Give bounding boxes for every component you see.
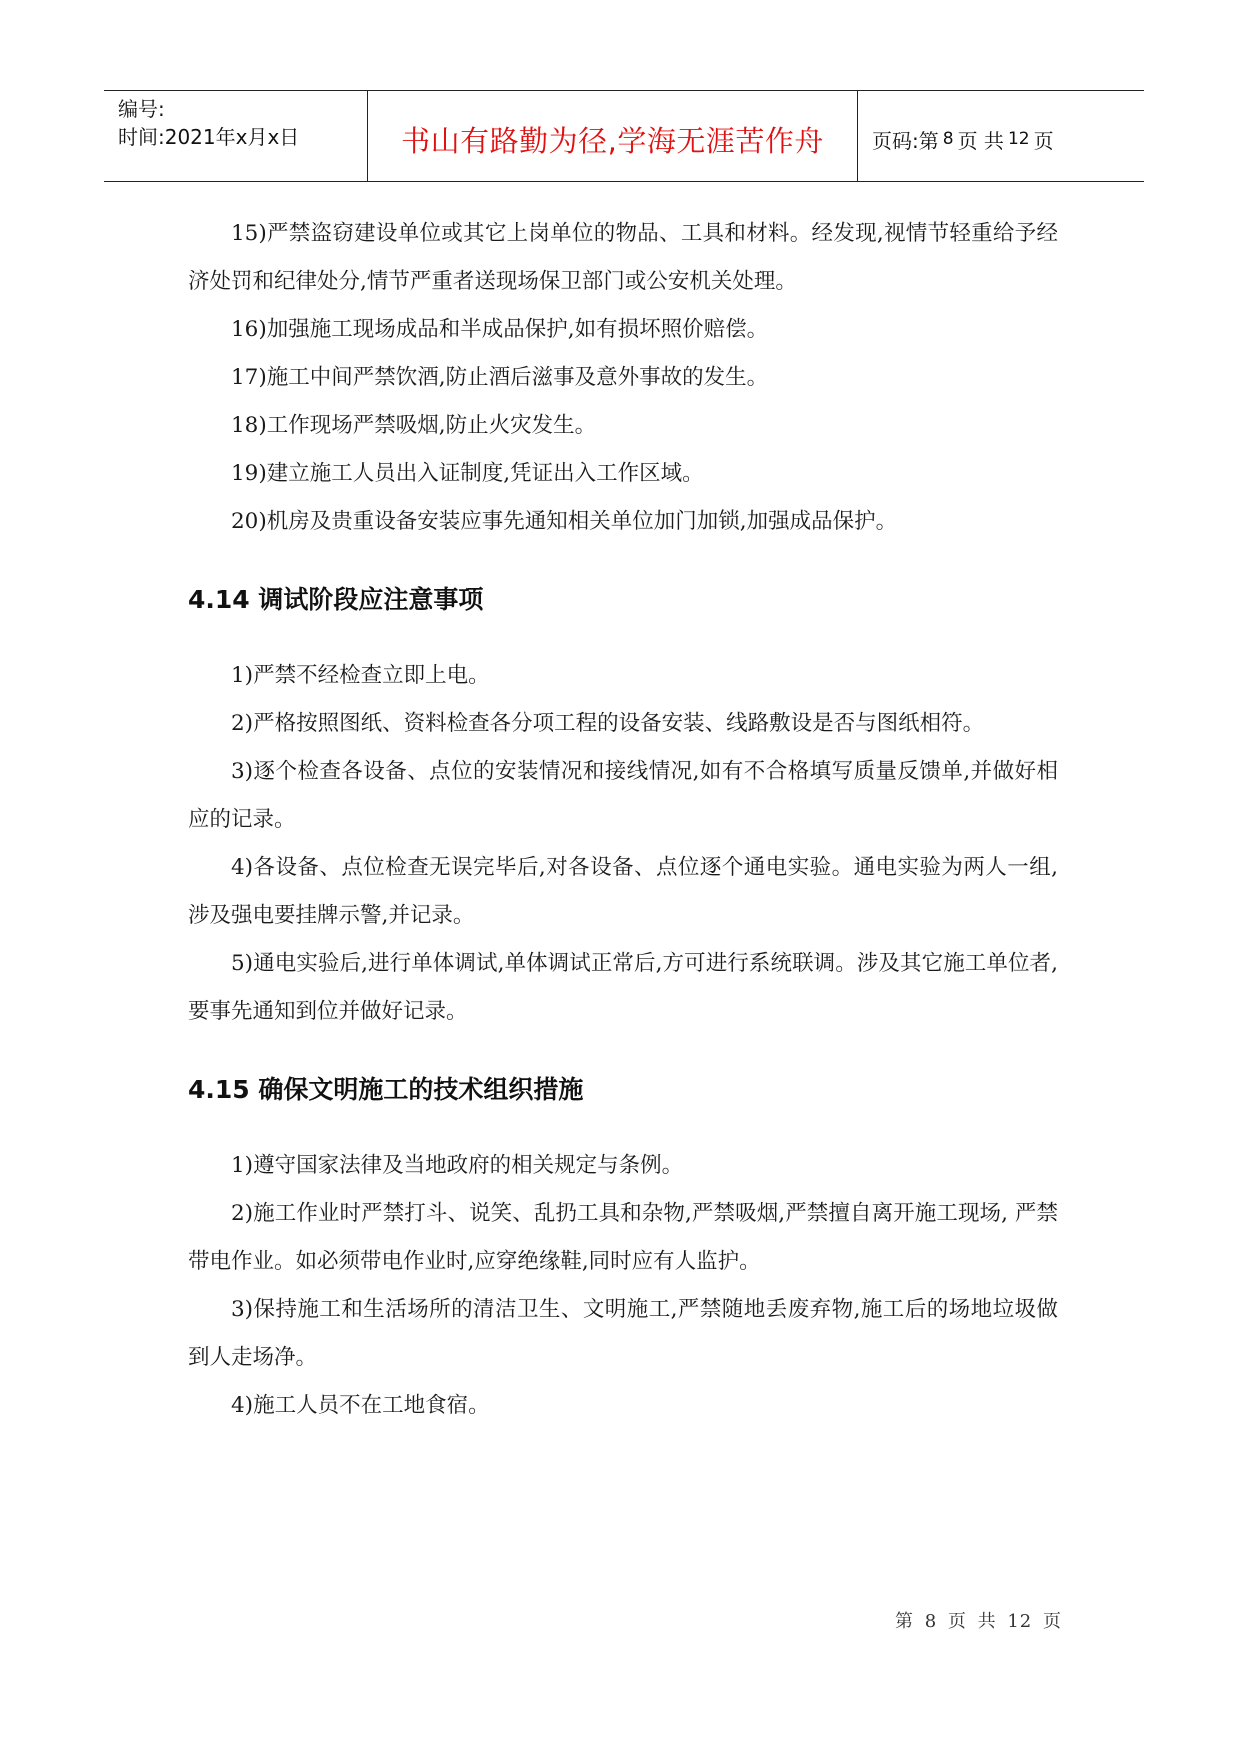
page-total: 12 [1007, 129, 1030, 149]
list-item: 4)施工人员不在工地食宿。 [231, 1393, 490, 1418]
section-heading-4-15: 4.15 确保文明施工的技术组织措施 [188, 1075, 584, 1104]
page-current: 8 [942, 129, 954, 149]
list-item: 4)各设备、点位检查无误完毕后,对各设备、点位逐个通电实验。通电实验为两人一组,涉及强电要挂牌示警,并记录。 [188, 855, 1058, 928]
section-heading-4-14: 4.14 调试阶段应注意事项 [188, 585, 484, 614]
page-prefix: 页码:第 [872, 128, 939, 153]
paragraph: 19)建立施工人员出入证制度,凭证出入工作区域。 [231, 461, 704, 486]
list-item: 1)严禁不经检查立即上电。 [231, 663, 490, 688]
document-body [188, 210, 1058, 1430]
paragraph: 17)施工中间严禁饮酒,防止酒后滋事及意外事故的发生。 [231, 365, 769, 390]
paragraph: 20)机房及贵重设备安装应事先通知相关单位加门加锁,加强成品保护。 [231, 509, 898, 534]
document-number-label: 编号: [118, 97, 165, 121]
list-item: 3)逐个检查各设备、点位的安装情况和接线情况,如有不合格填写质量反馈单,并做好相应的记录。 [188, 759, 1058, 832]
list-item: 2)严格按照图纸、资料检查各分项工程的设备安装、线路敷设是否与图纸相符。 [231, 711, 985, 736]
header-page-indicator [858, 91, 1144, 181]
list-item: 1)遵守国家法律及当地政府的相关规定与条例。 [231, 1153, 684, 1178]
paragraph: 16)加强施工现场成品和半成品保护,如有损坏照价赔偿。 [231, 317, 769, 342]
page-suffix: 页 [1033, 128, 1054, 153]
page-mid: 页 共 [957, 128, 1004, 153]
page-header [104, 90, 1144, 182]
list-item: 2)施工作业时严禁打斗、说笑、乱扔工具和杂物,严禁吸烟,严禁擅自离开施工现场, 严禁带电作业。如必须带电作业时,应穿绝缘鞋,同时应有人监护。 [188, 1201, 1058, 1274]
header-meta [104, 91, 368, 181]
header-motto: 书山有路勤为径,学海无涯苦作舟 [368, 91, 858, 181]
paragraph: 18)工作现场严禁吸烟,防止火灾发生。 [231, 413, 597, 438]
list-item: 5)通电实验后,进行单体调试,单体调试正常后,方可进行系统联调。涉及其它施工单位者,要事先通知到位并做好记录。 [188, 951, 1058, 1024]
document-time: 时间:2021年x月x日 [118, 125, 300, 149]
page-footer: 第 8 页 共 12 页 [895, 1611, 1062, 1632]
list-item: 3)保持施工和生活场所的清洁卫生、文明施工,严禁随地丢废弃物,施工后的场地垃圾做到人走场净。 [188, 1297, 1058, 1370]
paragraph: 15)严禁盗窃建设单位或其它上岗单位的物品、工具和材料。经发现,视情节轻重给予经济处罚和纪律处分,情节严重者送现场保卫部门或公安机关处理。 [188, 221, 1058, 294]
